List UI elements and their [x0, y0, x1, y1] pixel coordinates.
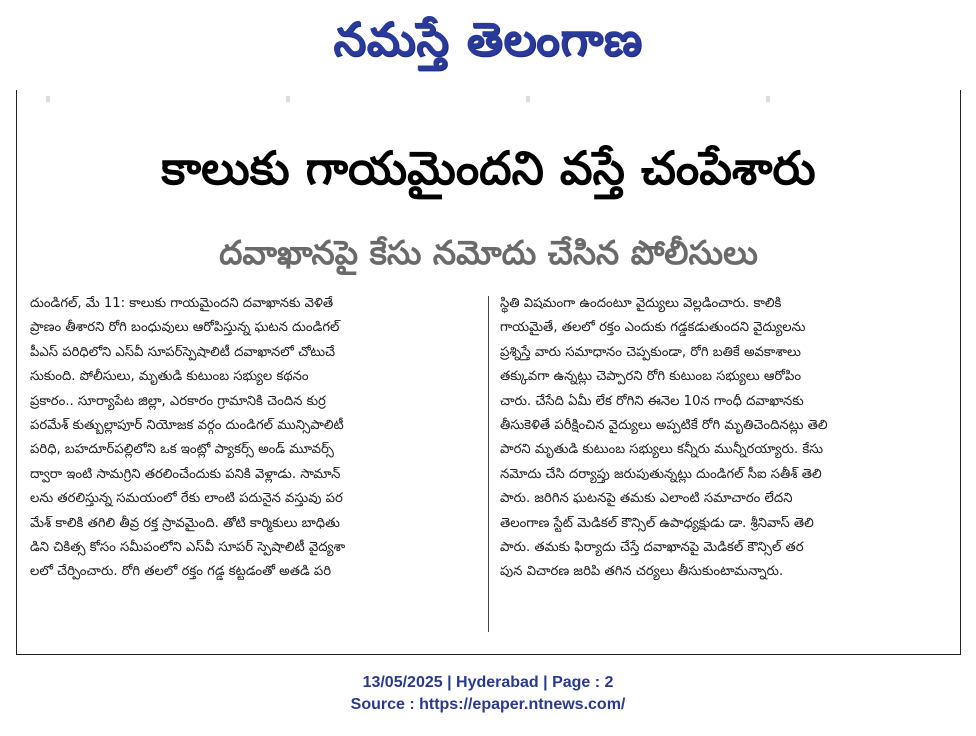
article-text-line: లలో చేర్పించారు. రోగి తలలో రక్తం గడ్డ కట్టడంతో అతడి పరి: [30, 564, 332, 580]
article-text-line: ప్రాణం తీశారని రోగి బంధువులు ఆరోపిస్తున్న ఘటన దుండిగల్: [30, 320, 340, 336]
article-text-line: మేశ్ కాలికి తగిలి తీవ్ర రక్త స్రావమైంది. తోటి కార్మికులు బాధితు: [30, 515, 340, 531]
article-text-line: తెలంగాణ స్టేట్ మెడికల్ కౌన్సిల్ ఉపాధ్యక్షుడు డా. శ్రీనివాస్ తెలి: [500, 515, 814, 531]
article-text-line: పున విచారణ జరిపి తగిన చర్యలు తీసుకుంటామన్నారు.: [500, 564, 784, 580]
article-text-line: పరిధి, బహదూర్‌పల్లిలోని ఒక ఇంట్లో ప్యాకర్స్ అండ్ మూవర్స్: [30, 442, 334, 458]
edition-info: 13/05/2025 | Hyderabad | Page : 2: [362, 674, 614, 691]
article-text-line: ద్వారా ఇంటి సామగ్రిని తరలించేందుకు పనికి వెళ్లాడు. సామాన్: [30, 466, 341, 482]
article-text-line: గాయమైతే, తలలో రక్తం ఎందుకు గడ్డకడుతుందని వైద్యులను: [500, 320, 806, 336]
article-text-line: డిని చికిత్స కోసం సమీపంలోని ఎస్‌వీ సూపర్ స్పెషాలిటీ వైద్యశా: [30, 539, 346, 555]
article-text-line: ప్రకారం.. సూర్యాపేట జిల్లా, ఎరకారం గ్రామానికి చెందిన కుర్ర: [30, 393, 326, 409]
article-text-line: లను తరలిస్తున్న సమయంలో రేకు లాంటి పదునైన వస్తువు పర: [30, 491, 343, 507]
article-text-line: పారు. జరిగిన ఘటనపై తమకు ఎలాంటి సమాచారం లేదని: [500, 491, 793, 507]
article-text-line: పారని మృతుడి కుటుంబ సభ్యులు కన్నీరు మున్నీరయ్యారు. కేసు: [500, 442, 824, 458]
column-divider: [488, 296, 489, 632]
article-text-line: నమోదు చేసి దర్యాప్తు జరుపుతున్నట్లు దుండిగల్ సీఐ సతీశ్ తెలి: [500, 466, 822, 482]
article-text-line: చారు. చేసేది ఏమీ లేక రోగిని ఈనెల 10న గాంధీ దవాఖానకు: [500, 393, 804, 409]
article-right-column: [500, 292, 948, 585]
article-text-line: పీఎస్ పరిధిలోని ఎస్‌వీ సూపర్‌స్పెషాలిటీ దవాఖానలో చోటుచే: [30, 344, 336, 360]
article-text-line: తీసుకెళితే పరీక్షించిన వైద్యులు అప్పటికే రోగి మృతిచెందినట్లు తెలి: [500, 417, 828, 433]
article-text-line: పారు. తమకు ఫిర్యాదు చేస్తే దవాఖానపై మెడికల్ కౌన్సిల్ తర: [500, 539, 804, 555]
clip-cut-edge: [16, 96, 961, 102]
article-text-line: పరమేశ్ కుత్బుల్లాపూర్ నియోజక వర్గం దుండిగల్ మున్సిపాలిటీ: [30, 417, 344, 433]
article-text-line: ప్రశ్నిస్తే వారు సమాధానం చెప్పకుండా, రోగి బతికే అవకాశాలు: [500, 344, 801, 360]
article-subheadline: దవాఖానపై కేసు నమోదు చేసిన పోలీసులు: [219, 233, 758, 272]
article-text-line: దుండిగల్, మే 11: కాలుకు గాయమైందని దవాఖానకు వెళితే: [30, 296, 334, 311]
article-left-column: [30, 292, 478, 585]
article-headline: కాలుకు గాయమైందని వస్తే చంపేశారు: [161, 141, 816, 195]
article-text-line: తక్కువగా ఉన్నట్లు చెప్పారని రోగి కుటుంబ సభ్యులు ఆరోపిం: [500, 369, 802, 385]
newspaper-logo: నమస్తే తెలంగాణ: [333, 12, 643, 66]
source-link[interactable]: Source : https://epaper.ntnews.com/: [350, 696, 626, 713]
article-text-line: స్థితి విషమంగా ఉందంటూ వైద్యులు వెల్లడించారు. కాలికి: [500, 296, 782, 311]
article-text-line: సుకుంది. పోలీసులు, మృతుడి కుటుంబ సభ్యుల కథనం: [30, 369, 309, 385]
masthead: [0, 6, 976, 72]
